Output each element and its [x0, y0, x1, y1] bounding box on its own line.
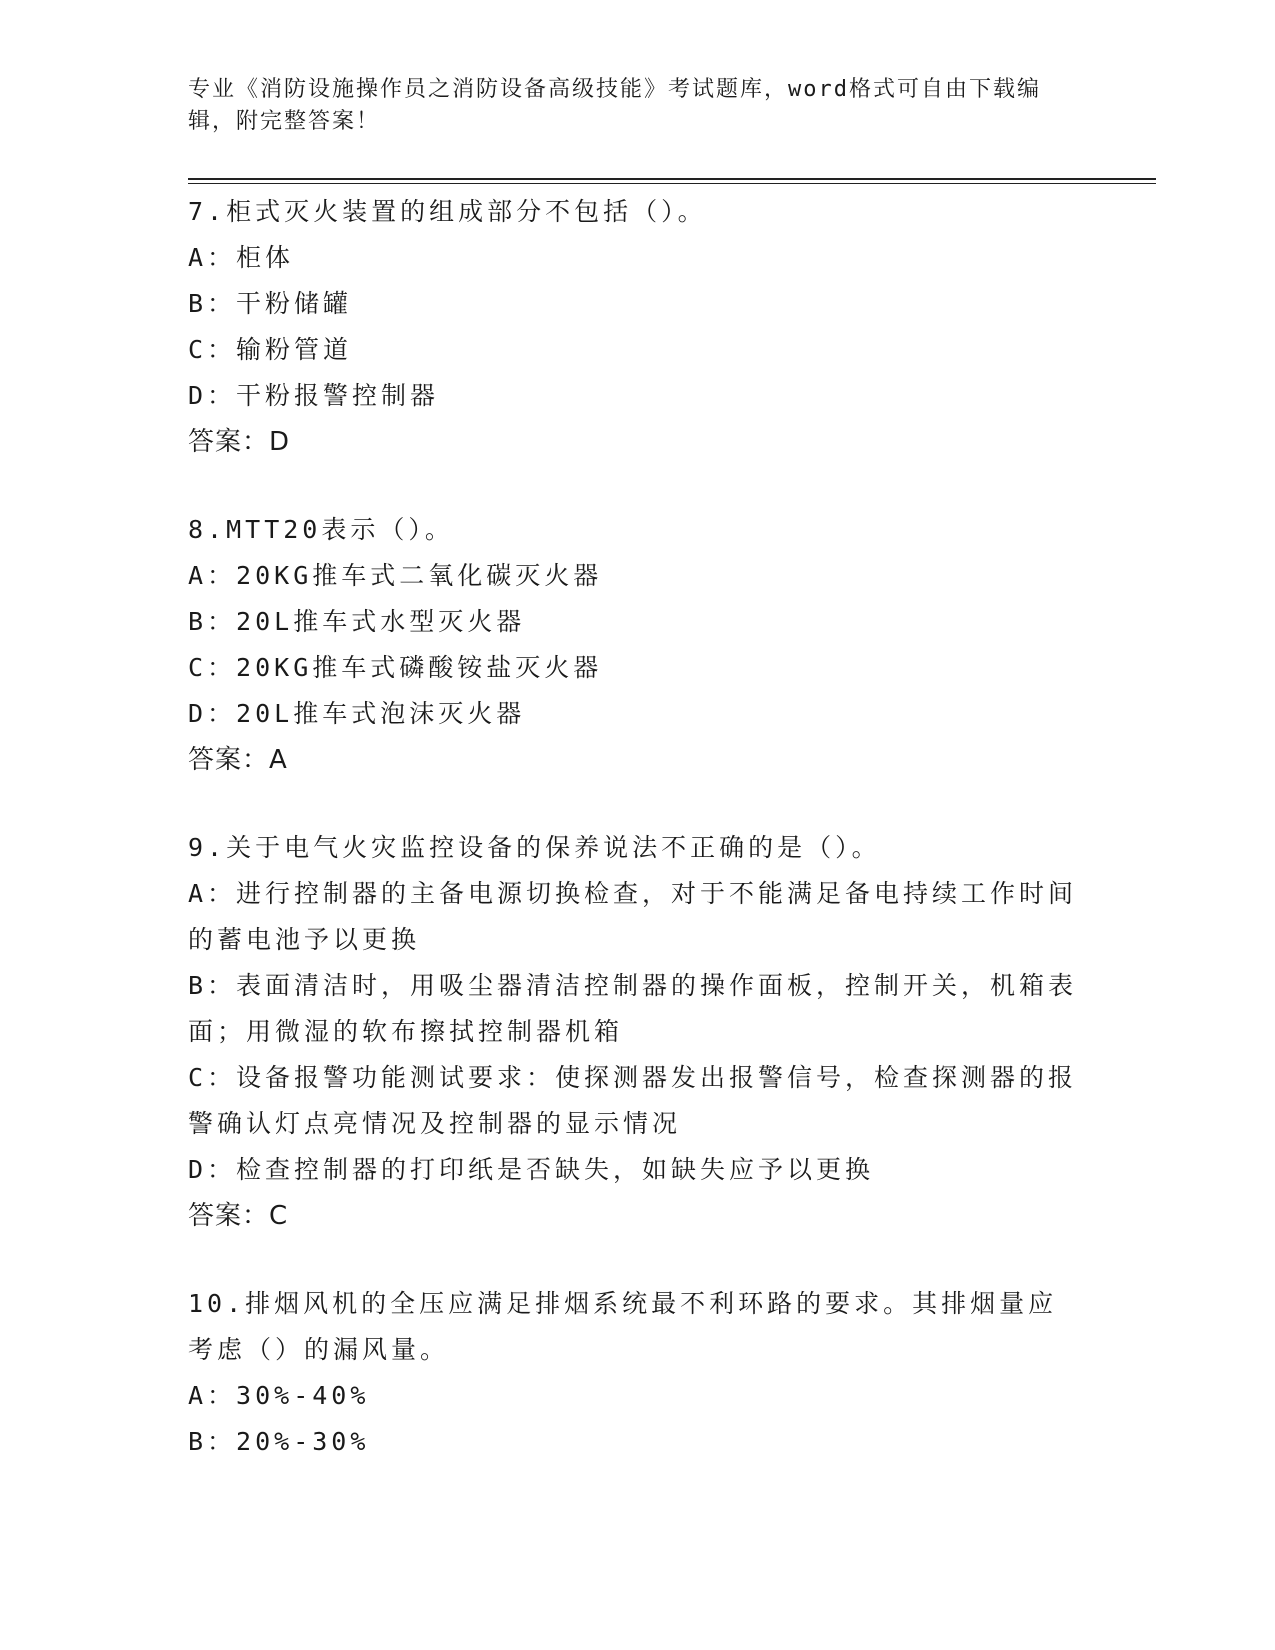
option-b: B：表面清洁时，用吸尘器清洁控制器的操作面板，控制开关，机箱表面；用微湿的软布擦拭控制器机箱 — [188, 971, 1078, 1046]
option-a: A：柜体 — [188, 243, 295, 272]
question-7 — [188, 189, 1078, 465]
option-d: D：检查控制器的打印纸是否缺失，如缺失应予以更换 — [188, 1155, 875, 1184]
question-list — [188, 189, 1078, 1507]
option-b: B：20%-30% — [188, 1427, 370, 1456]
option-a: A：进行控制器的主备电源切换检查，对于不能满足备电持续工作时间的蓄电池予以更换 — [188, 879, 1078, 954]
option-c: C：设备报警功能测试要求：使探测器发出报警信号，检查探测器的报警确认灯点亮情况及控制器的显示情况 — [188, 1063, 1078, 1138]
question-stem: 7.柜式灭火装置的组成部分不包括（）。 — [188, 197, 707, 226]
question-stem: 9.关于电气火灾监控设备的保养说法不正确的是（）。 — [188, 833, 881, 862]
option-b: B：干粉储罐 — [188, 289, 353, 318]
option-d: D：干粉报警控制器 — [188, 381, 440, 410]
document-header: 专业《消防设施操作员之消防设备高级技能》考试题库，word格式可自由下载编辑，附完整答案！ — [188, 77, 1041, 134]
option-b: B：20L推车式水型灭火器 — [188, 607, 526, 636]
question-stem: 8.MTT20表示（）。 — [188, 515, 454, 544]
option-a: A：20KG推车式二氧化碳灭火器 — [188, 561, 603, 590]
question-8 — [188, 507, 1078, 783]
answer-text: 答案：C — [188, 1201, 289, 1231]
header-rule-thin — [188, 183, 1156, 184]
question-stem: 10.排烟风机的全压应满足排烟系统最不利环路的要求。其排烟量应考虑（）的漏风量。 — [188, 1289, 1058, 1364]
answer-text: 答案：A — [188, 745, 288, 775]
option-d: D：20L推车式泡沫灭火器 — [188, 699, 526, 728]
option-a: A：30%-40% — [188, 1381, 370, 1410]
answer-text: 答案：D — [188, 427, 291, 457]
question-9 — [188, 825, 1078, 1239]
question-10 — [188, 1281, 1078, 1465]
header-rule-thick — [188, 178, 1156, 180]
option-c: C：输粉管道 — [188, 335, 353, 364]
option-c: C：20KG推车式磷酸铵盐灭火器 — [188, 653, 603, 682]
